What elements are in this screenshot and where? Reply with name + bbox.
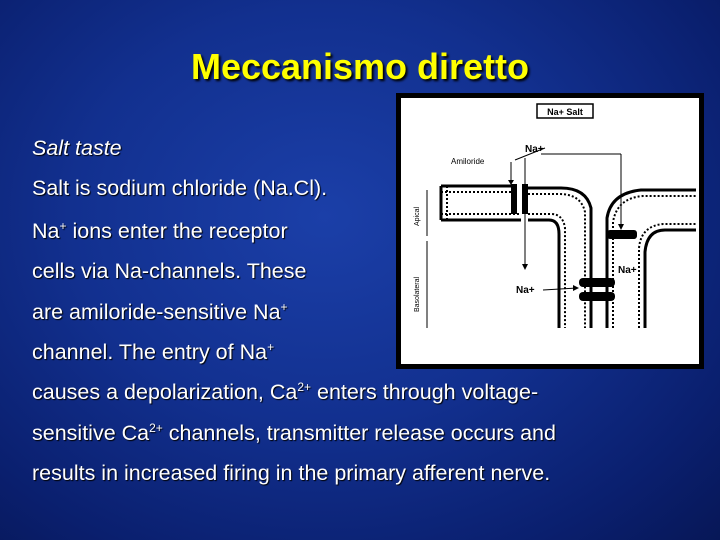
body-line-5-sup: + (267, 340, 275, 354)
na-top-label: Na+ (525, 144, 544, 155)
body-line-7-text: sensitive Ca (32, 421, 150, 445)
body-line-4-text: are amiloride-sensitive Na (32, 300, 281, 324)
stimulus-box-label: Na+ Salt (547, 107, 583, 117)
na-lower-label: Na+ (516, 285, 535, 296)
body-line-5-text: channel. The entry of Na (32, 340, 268, 364)
body-line-1-text: Salt is sodium chloride (Na.Cl). (32, 176, 328, 200)
na-right-label: Na+ (618, 265, 637, 276)
basolateral-pump-top (579, 278, 615, 287)
apical-label: Apical (414, 206, 421, 226)
body-line-6 (32, 380, 538, 405)
body-line-7-rest: channels, transmitter release occurs and (162, 421, 556, 445)
body-line-8 (32, 461, 550, 486)
body-line-2-rest: ions enter the receptor (66, 219, 288, 243)
body-line-4 (32, 300, 288, 325)
channel-right (607, 230, 637, 239)
body-line-2-text: Na (32, 219, 60, 243)
body-line-2 (32, 219, 288, 244)
slide-title: Meccanismo diretto (190, 46, 530, 87)
amiloride-channel-left (511, 184, 517, 214)
basolateral-pump-bottom (579, 292, 615, 301)
body-line-7 (32, 421, 556, 446)
body-line-6-sup: 2+ (297, 380, 312, 394)
body-line-8-text: results in increased firing in the primary afferent nerve. (32, 461, 551, 485)
body-line-3 (32, 259, 306, 284)
body-line-1 (32, 176, 327, 201)
body-line-6-rest: enters through voltage- (311, 380, 539, 404)
amiloride-label: Amiloride (451, 157, 485, 166)
body-line-2-sup: + (59, 219, 67, 233)
diagram-canvas (401, 98, 699, 364)
body-line-5 (32, 340, 274, 365)
body-line-6-text: causes a depolarization, Ca (32, 380, 298, 404)
salt-taste-diagram (396, 93, 704, 369)
body-line-3-text: cells via Na-channels. These (32, 259, 307, 283)
body-line-7-sup: 2+ (149, 421, 163, 435)
body-line-4-sup: + (280, 300, 288, 314)
subtitle-salt-taste: Salt taste (32, 136, 122, 160)
basolateral-label: Basolateral (414, 276, 421, 312)
